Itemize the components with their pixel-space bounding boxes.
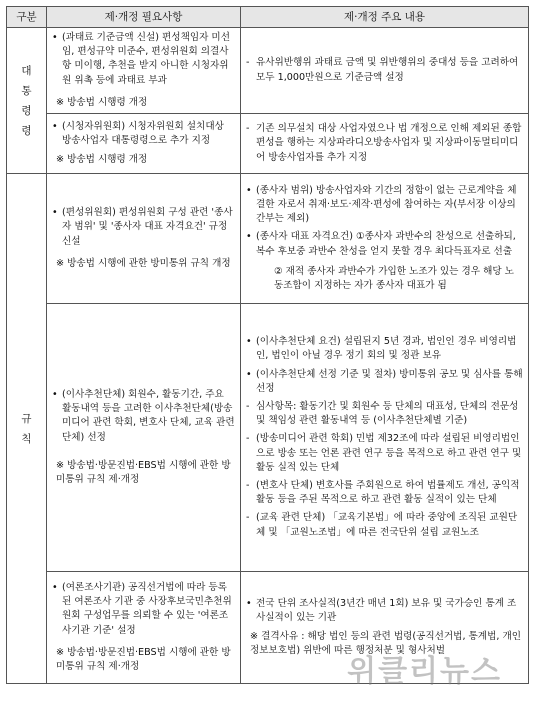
content-text: 기존 의무설치 대상 사업자였으나 법 개정으로 인해 제외된 종합편성을 행하는 지상파라디오방송사업자 및 지상파이동멀티미디어 방송사업자를 추가 지정 [256, 123, 522, 163]
need-text: (시청자위원회) 시청자위원회 설치대상 방송사업자 대통령령으로 추가 지정 [62, 121, 224, 147]
content-cell: • (이사추천단체 요건) 설립된지 5년 경과, 법인인 경우 비영리법인, 법인이 아닐 경우 정기 회의 및 정관 보유 • (이사추천단체 선정 기준 및 절차) 방미통위 공모 및 심사를 통해 선정 - 심사항목: 활동기간 및 회원수 등 단체의 대표성, 단체의 전문성 및 책임성 관련 활동내역 등 (이사추천단체별 기준) - (방송미디어 관련 학회) 민법 제32조에 따라 설립된 비영리법인으로 방송 또는 언론 관련 연구 등을 목적으로 하고 관련 연구 및 활동 실적 있는 단체 - (변호사 단체) 변호사를 주회원으로 하여 법률제도 개선, 공익적 활동 등을 주된 목적으로 하고 관련 활동 실적이 있는 단체 - (교육 관련 단체) 「교육기본법」에 따라 중앙에 조직된 교원단체 및 「교원노조법」에 따른 전국단위 설립 교원노조 [241, 304, 529, 572]
header-category: 구분 [7, 7, 47, 28]
content-text: 심사항목: 활동기간 및 회원수 등 단체의 대표성, 단체의 전문성 및 책임성 관련 활동내역 등 (이사추천단체별 기준) [256, 401, 519, 427]
category-cell-rules [7, 174, 47, 684]
category-char: 대 [21, 64, 32, 77]
content-cell: • 전국 단위 조사실적(3년간 매년 1회) 보유 및 국가승인 통계 조사실적이 있는 기관 ※ 결격사유 : 해당 법인 등의 관련 법령(공직선거법, 통계법, 개인정보보호법) 위반에 따른 행정처분 및 형사처벌 [241, 572, 529, 684]
need-text: (여론조사기관) 공직선거법에 따라 등록된 여론조사 기관 중 사장후보국민추천위원회 구성업무를 의뢰할 수 있는 '여론조사기관 기준' 설정 [62, 581, 232, 636]
need-cell: • (여론조사기관) 공직선거법에 따라 등록된 여론조사 기관 중 사장후보국민추천위원회 구성업무를 의뢰할 수 있는 '여론조사기관 기준' 설정 ※ 방송법·방문진법·EBS법 시행에 관한 방미통위 규칙 제·개정 [47, 572, 241, 684]
content-text: 유사위반행위 과태료 금액 및 위반행위의 중대성 등을 고려하여 모두 1,000만원으로 기준금액 설정 [256, 57, 519, 83]
need-cell: • (시청자위원회) 시청자위원회 설치대상 방송사업자 대통령령으로 추가 지정 ※ 방송법 시행령 개정 [47, 114, 241, 174]
table-row [7, 28, 529, 114]
need-text: (과태료 기준금액 신설) 편성책임자 미선임, 편성규약 미준수, 편성위원회 의결사항 미이행, 추천을 받지 아니한 시청자위원 위촉 등에 과태료 부과 [62, 32, 230, 86]
category-char: 통 [21, 84, 32, 97]
need-text: (이사추천단체) 회원수, 활동기간, 주요 활동내역 등을 고려한 이사추천단체(방송미디어 관련 학회, 변호사 단체, 교육 관련 단체) 선정 [62, 388, 235, 443]
need-cell: • (이사추천단체) 회원수, 활동기간, 주요 활동내역 등을 고려한 이사추천단체(방송미디어 관련 학회, 변호사 단체, 교육 관련 단체) 선정 ※ 방송법·방문진법·EBS법 시행에 관한 방미통위 규칙 제·개정 [47, 304, 241, 572]
content-text: ② 재적 종사자 과반수가 가입한 노조가 있는 경우 해당 노동조합이 지정하는 자가 종사자 대표가 됨 [274, 265, 514, 292]
amendment-table [6, 6, 529, 684]
table-row [7, 304, 529, 572]
table-row [7, 114, 529, 174]
category-cell-decree [7, 28, 47, 174]
header-contents: 제·개정 주요 내용 [241, 7, 529, 28]
category-char: 칙 [21, 432, 32, 445]
category-char: 령 [21, 124, 32, 137]
note-text: ※ 방송법·방문진법·EBS법 시행에 관한 방미통위 규칙 제·개정 [56, 646, 231, 672]
content-text: ※ 결격사유 : 해당 법인 등의 관련 법령(공직선거법, 통계법, 개인정보보호법) 위반에 따른 행정처분 및 형사처벌 [250, 630, 521, 656]
table-row [7, 174, 529, 304]
need-text: (편성위원회) 편성위원회 구성 관련 '종사자 범위' 및 '종사자 대표 자격요건' 규정 신설 [62, 207, 233, 247]
policy-table-container [6, 6, 528, 690]
content-text: 전국 단위 조사실적(3년간 매년 1회) 보유 및 국가승인 통계 조사실적이 있는 기관 [256, 598, 517, 624]
category-char: 규 [21, 412, 32, 425]
header-needs: 제·개정 필요사항 [47, 7, 241, 28]
content-cell: - 유사위반행위 과태료 금액 및 위반행위의 중대성 등을 고려하여 모두 1,000만원으로 기준금액 설정 [241, 28, 529, 114]
content-text: (종사자 대표 자격요건) ①종사자 과반수의 찬성으로 선출하되, 복수 후보중 과반수 찬성을 얻지 못할 경우 최다득표자로 선출 [256, 231, 516, 257]
content-text: (종사자 범위) 방송사업자와 기간의 정함이 없는 근로계약을 체결한 자로서 취재·보도·제작·편성에 참여하는 자(부서장 이상의 간부는 제외) [256, 184, 517, 225]
note-text: ※ 방송법 시행에 관한 방미통위 규칙 개정 [56, 257, 231, 269]
content-text: (변호사 단체) 변호사를 주회원으로 하여 법률제도 개선, 공익적 활동 등을 주된 목적으로 하고 관련 활동 실적이 있는 단체 [256, 480, 520, 506]
content-text: (방송미디어 관련 학회) 민법 제32조에 따라 설립된 비영리법인으로 방송 또는 언론 관련 연구 등을 목적으로 하고 관련 연구 및 활동 실적 있는 단체 [256, 433, 522, 473]
content-text: (교육 관련 단체) 「교육기본법」에 따라 중앙에 조직된 교원단체 및 「교원노조법」에 따른 전국단위 설립 교원노조 [256, 512, 518, 538]
content-cell: - 기존 의무설치 대상 사업자였으나 법 개정으로 인해 제외된 종합편성을 행하는 지상파라디오방송사업자 및 지상파이동멀티미디어 방송사업자를 추가 지정 [241, 114, 529, 174]
note-text: ※ 방송법 시행령 개정 [56, 153, 148, 165]
category-char: 령 [21, 104, 32, 117]
table-header-row [7, 7, 529, 28]
need-cell: • (편성위원회) 편성위원회 구성 관련 '종사자 범위' 및 '종사자 대표 자격요건' 규정 신설 ※ 방송법 시행에 관한 방미통위 규칙 개정 [47, 174, 241, 304]
need-cell: • (과태료 기준금액 신설) 편성책임자 미선임, 편성규약 미준수, 편성위원회 의결사항 미이행, 추천을 받지 아니한 시청자위원 위촉 등에 과태료 부과 ※ 방송법 시행령 개정 [47, 28, 241, 114]
content-text: (이사추천단체 선정 기준 및 절차) 방미통위 공모 및 심사를 통해 선정 [256, 368, 523, 394]
note-text: ※ 방송법 시행령 개정 [56, 96, 148, 108]
content-cell: • (종사자 범위) 방송사업자와 기간의 정함이 없는 근로계약을 체결한 자로서 취재·보도·제작·편성에 참여하는 자(부서장 이상의 간부는 제외) • (종사자 대표 자격요건) ①종사자 과반수의 찬성으로 선출하되, 복수 후보중 과반수 찬성을 얻지 못할 경우 최다득표자로 선출 ② 재적 종사자 과반수가 가입한 노조가 있는 경우 해당 노동조합이 지정하는 자가 종사자 대표가 됨 [241, 174, 529, 304]
note-text: ※ 방송법·방문진법·EBS법 시행에 관한 방미통위 규칙 제·개정 [56, 459, 231, 485]
watermark: 위클리뉴스 [347, 654, 502, 690]
content-text: (이사추천단체 요건) 설립된지 5년 경과, 법인인 경우 비영리법인, 법인이 아닐 경우 정기 회의 및 정관 보유 [256, 336, 517, 362]
